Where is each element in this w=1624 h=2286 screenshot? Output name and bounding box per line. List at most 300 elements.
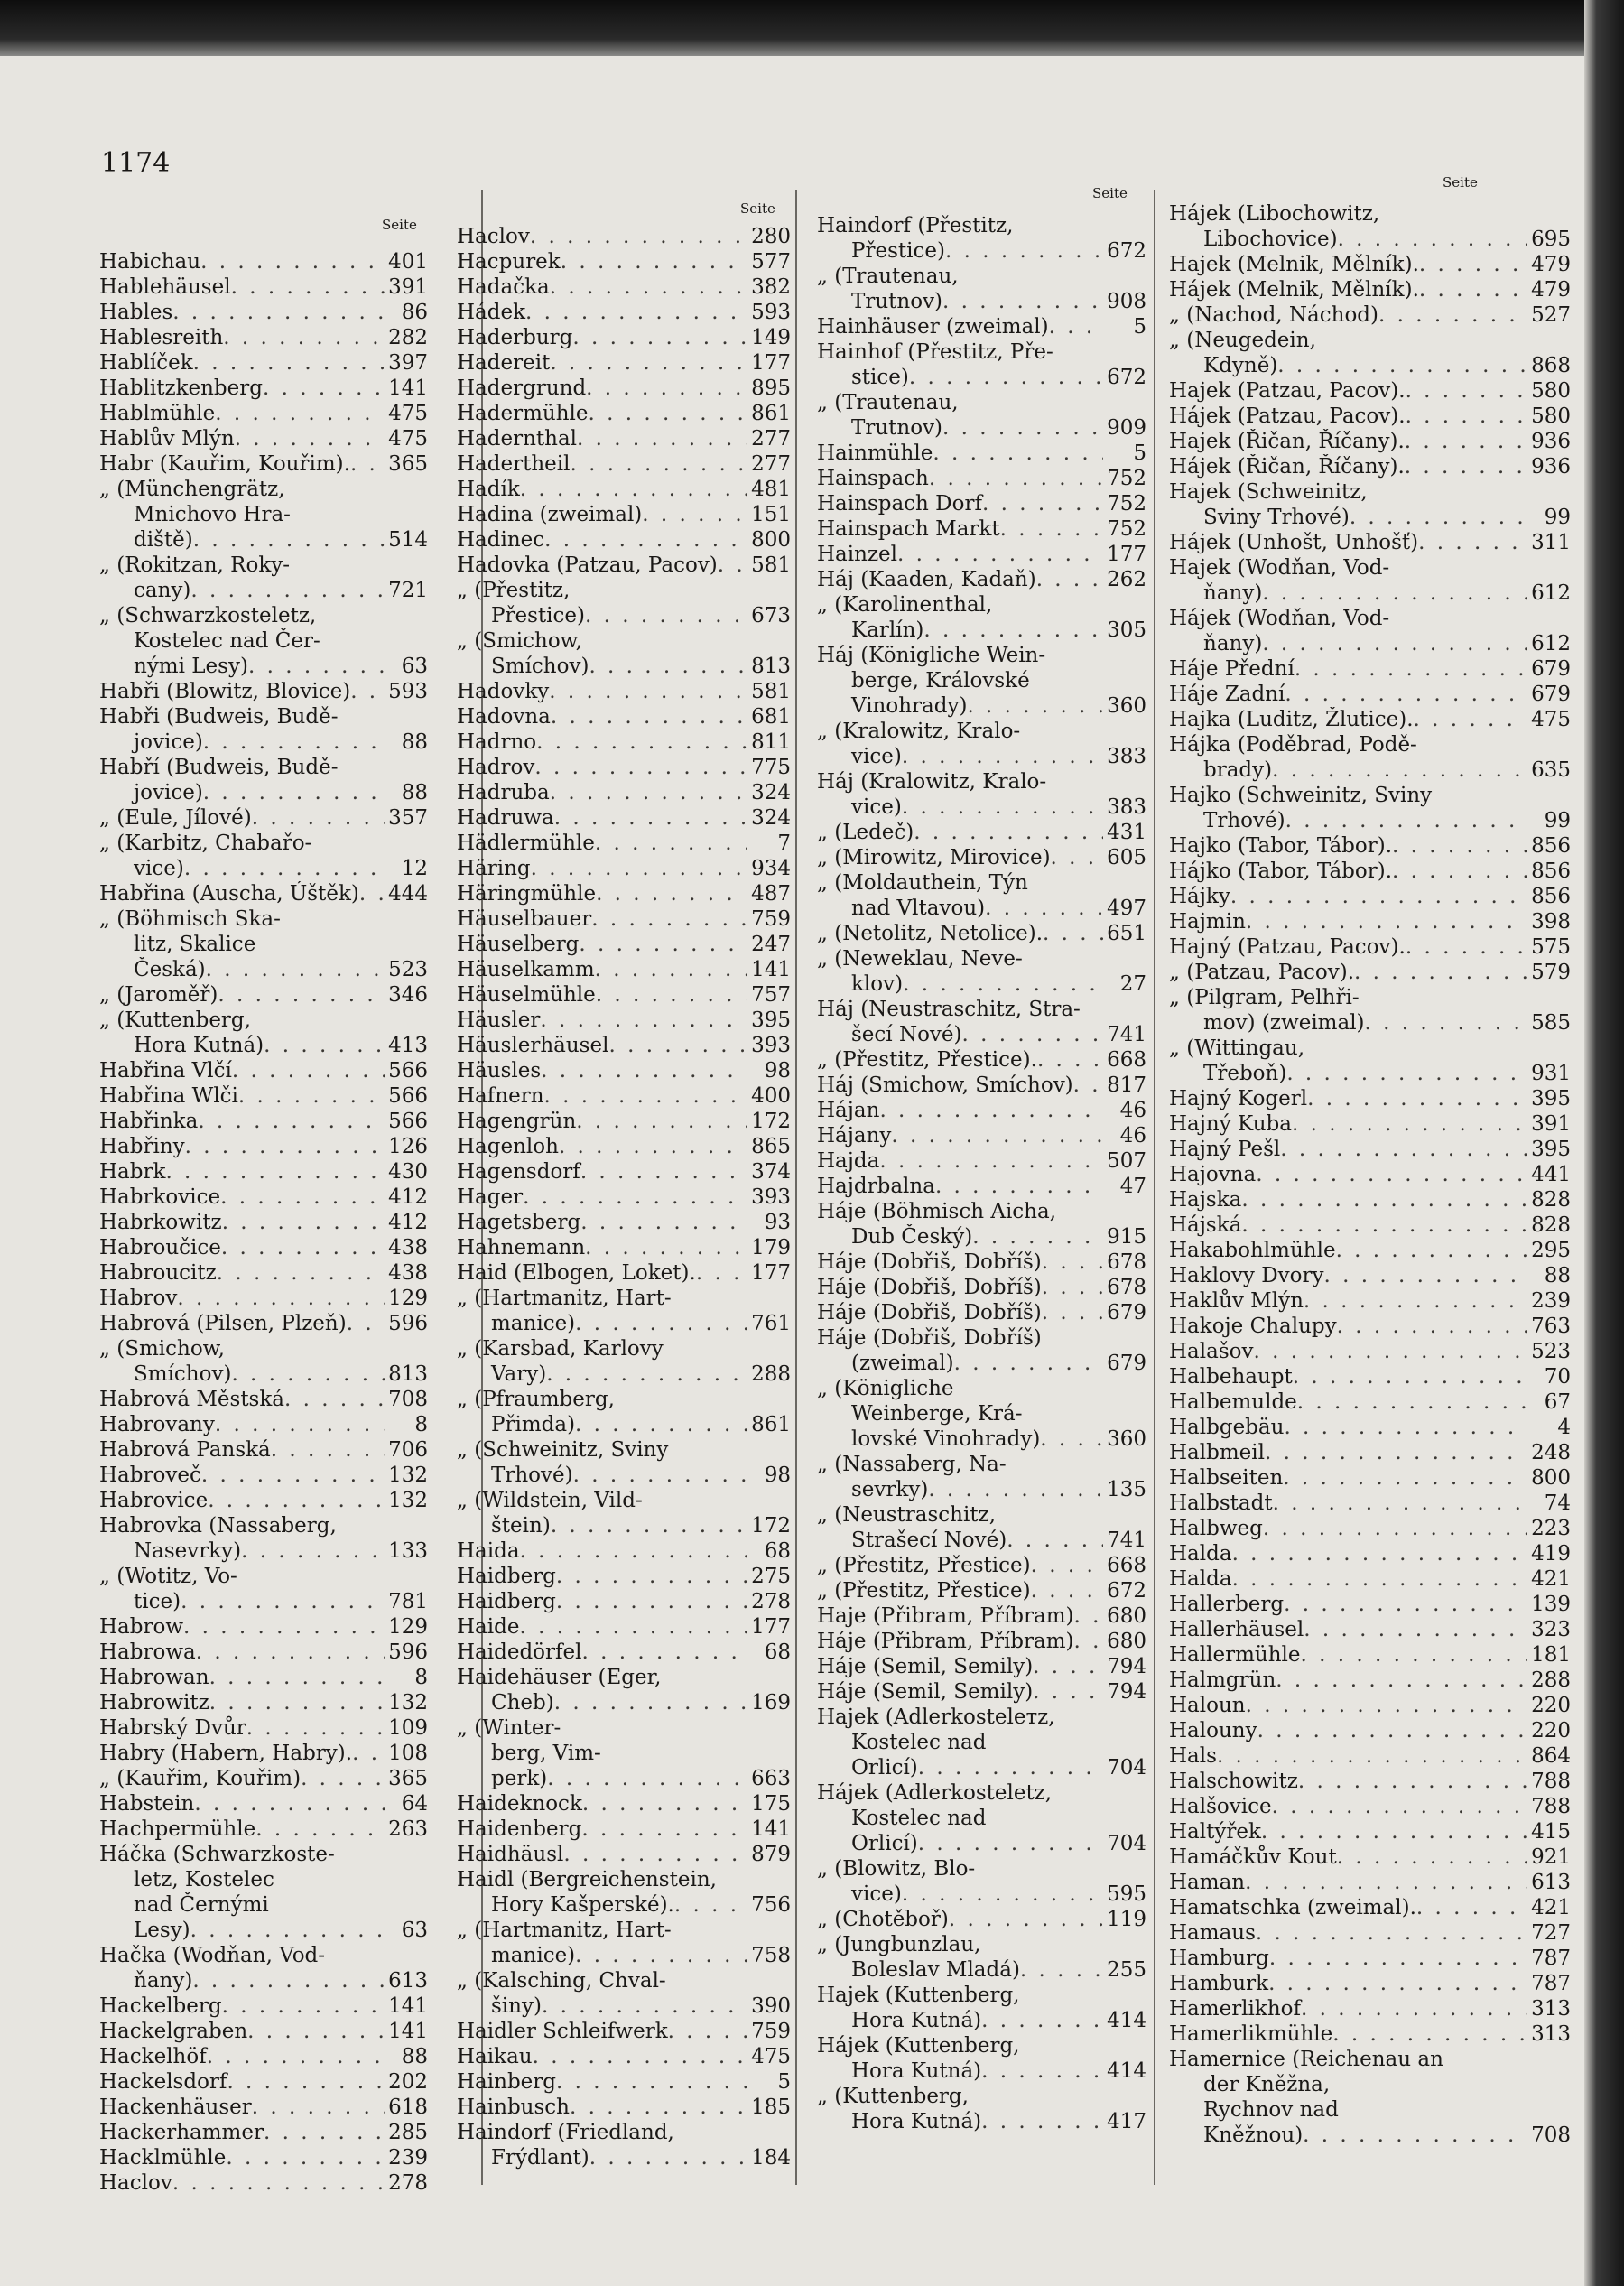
index-entry: [99, 704, 428, 755]
entry-text: klov): [851, 972, 904, 996]
entry-line: [457, 2069, 791, 2095]
leader-dots: [1256, 1162, 1527, 1187]
entry-line: [1169, 2021, 1571, 2047]
entry-text: Weinberge, Krá-: [851, 1402, 1023, 1426]
page-ref: 311: [1531, 531, 1571, 554]
page-ref: 67: [1544, 1390, 1571, 1414]
entry-text: Hahnemann: [457, 1236, 586, 1259]
entry-line: [457, 932, 791, 957]
entry-line: [1169, 1920, 1571, 1946]
page-ref: 184: [751, 2146, 791, 2170]
page-ref: 395: [1531, 1087, 1571, 1110]
entry-line: [1169, 682, 1571, 707]
entry-line: [817, 567, 1146, 592]
leader-dots: [570, 451, 747, 477]
entry-line: [99, 856, 428, 881]
index-entry: [817, 592, 1146, 643]
entry-text: Hadačka: [457, 275, 550, 299]
index-entry: [817, 1856, 1146, 1907]
page-ref: 46: [1119, 1099, 1146, 1122]
leader-dots: [1301, 1996, 1527, 2021]
entry-text: Häringmühle: [457, 882, 597, 906]
index-entry: [817, 1250, 1146, 1275]
index-entry: [457, 477, 791, 502]
page-ref: 708: [388, 1388, 428, 1411]
index-entry: [99, 1260, 428, 1286]
entry-line: [1169, 1566, 1571, 1592]
entry-line: [1169, 606, 1571, 631]
leader-dots: [208, 1488, 385, 1513]
index-entry: [457, 426, 791, 451]
index-entry: [99, 274, 428, 300]
entry-line: [817, 466, 1146, 491]
leader-dots: [928, 1477, 1103, 1502]
entry-text: „ (Kauřim, Kouřim): [99, 1767, 302, 1790]
entry-text: Hachpermühle: [99, 1817, 256, 1841]
index-entry: [817, 213, 1146, 264]
index-entry: [817, 441, 1146, 466]
entry-line: [1169, 1769, 1571, 1794]
index-entry: [1169, 1693, 1571, 1718]
entry-text: Haindorf (Friedland,: [457, 2121, 674, 2144]
index-entry: [99, 1437, 428, 1463]
entry-text: Hamáčkův Kout: [1169, 1845, 1337, 1869]
index-entry: [457, 982, 791, 1008]
page-ref: 741: [1107, 1529, 1146, 1552]
entry-line: [99, 1311, 428, 1336]
index-entry: [99, 1210, 428, 1235]
entry-line: [1169, 1668, 1571, 1693]
index-entry: [1169, 1238, 1571, 1263]
entry-line: [457, 224, 791, 249]
leader-dots: [902, 744, 1103, 769]
entry-line: [99, 704, 428, 729]
entry-line: [457, 1361, 791, 1387]
page-ref: 305: [1107, 618, 1146, 642]
entry-text: Hablův Mlýn: [99, 427, 235, 451]
index-entry: [457, 1083, 791, 1109]
leader-dots: [981, 2008, 1103, 2033]
index-entry: [1169, 1137, 1571, 1162]
page-ref: 788: [1531, 1770, 1571, 1793]
entry-text: Hadovna: [457, 705, 551, 729]
page-ref: 585: [1531, 1011, 1571, 1035]
index-entry: [1169, 606, 1571, 656]
entry-text: „ (Netolitz, Netolice).: [817, 922, 1044, 945]
page-ref: 141: [388, 1994, 428, 2018]
entry-text: Halda: [1169, 1542, 1232, 1566]
entry-line: [99, 426, 428, 451]
entry-text: Mnichovo Hra-: [134, 503, 291, 526]
index-entry: [1169, 1794, 1571, 1819]
leader-dots: [1245, 1870, 1527, 1895]
entry-text: nad Vltavou): [851, 897, 986, 920]
index-entry: [817, 1300, 1146, 1325]
page-number: 1174: [101, 147, 171, 179]
page-ref: 175: [751, 1792, 791, 1816]
page-ref: 794: [1107, 1655, 1146, 1678]
entry-text: Přestice): [491, 604, 585, 627]
entry-text: Habrová (Pilsen, Plzeň): [99, 1312, 347, 1335]
entry-line: [457, 1614, 791, 1640]
leader-dots: [1378, 302, 1527, 328]
entry-text: Halda: [1169, 1567, 1232, 1591]
entry-line: [99, 1564, 428, 1589]
page-ref: 909: [1107, 416, 1146, 440]
page-ref: 179: [751, 1236, 791, 1259]
leader-dots: [193, 527, 385, 553]
entry-text: Hádek: [457, 301, 526, 324]
leader-dots: [608, 1033, 747, 1058]
index-entry: [1169, 656, 1571, 682]
index-entry: [817, 643, 1146, 719]
entry-line: [817, 2033, 1146, 2058]
index-entry: [1169, 404, 1571, 429]
index-entry: [1169, 884, 1571, 909]
leader-dots: [935, 1174, 1103, 1199]
index-entry: [1169, 1718, 1571, 1743]
entry-line: [1169, 1238, 1571, 1263]
page-ref: 756: [751, 1893, 791, 1917]
leader-dots: [595, 957, 747, 982]
entry-line: [1169, 1314, 1571, 1339]
page-ref: 708: [1531, 2123, 1571, 2147]
entry-line: [99, 2044, 428, 2069]
index-entry: [457, 1640, 791, 1665]
entry-text: Haklovy Dvory: [1169, 1264, 1324, 1287]
entry-text: Hájek (Melnik, Mělník).: [1169, 278, 1419, 302]
entry-line: [457, 831, 791, 856]
index-entry: [457, 1538, 791, 1564]
index-entry: [99, 906, 428, 982]
index-entry: [1169, 1339, 1571, 1364]
leader-dots: [1280, 1137, 1527, 1162]
entry-text: Hajek (Schweinitz,: [1169, 480, 1368, 504]
page-ref: 921: [1531, 1845, 1571, 1869]
leader-dots: [696, 1260, 747, 1286]
entry-line: [457, 350, 791, 376]
entry-line: [99, 249, 428, 274]
leader-dots: [1007, 1528, 1103, 1553]
index-entry: [457, 1842, 791, 1867]
entry-text: cany): [134, 579, 191, 602]
index-entry: [817, 1376, 1146, 1452]
entry-text: „ (Königliche: [817, 1377, 954, 1400]
index-entry: [99, 1842, 428, 1943]
index-entry: [817, 516, 1146, 542]
entry-line: [99, 1715, 428, 1741]
entry-line: [99, 1286, 428, 1311]
page-ref: 438: [388, 1261, 428, 1285]
entry-line: [99, 1159, 428, 1185]
entry-text: Haidler Schleifwerk: [457, 2020, 668, 2043]
page-ref: 497: [1107, 897, 1146, 920]
page-ref: 431: [1107, 821, 1146, 844]
page-ref: 577: [751, 250, 791, 274]
entry-text: „ (Nachod, Náchod): [1169, 303, 1378, 327]
entry-line: [817, 1376, 1146, 1401]
entry-line: [1169, 631, 1571, 656]
entry-text: Hadina (zweimal): [457, 503, 643, 526]
index-entry: [817, 1932, 1146, 1983]
leader-dots: [591, 906, 747, 932]
leader-dots: [579, 932, 747, 957]
leader-dots: [1049, 314, 1103, 339]
entry-line: [457, 1665, 791, 1690]
leader-dots: [190, 578, 385, 603]
entry-text: „ (Schwarzkosteletz,: [99, 604, 317, 627]
leader-dots: [284, 1387, 385, 1412]
index-entry: [817, 466, 1146, 491]
page-ref: 365: [388, 452, 428, 476]
index-entry: [1169, 1465, 1571, 1491]
entry-line: [99, 654, 428, 679]
entry-line: [817, 618, 1146, 643]
index-entry: [1169, 960, 1571, 985]
leader-dots: [222, 1993, 385, 2019]
entry-text: Lesy): [134, 1919, 190, 1942]
leader-dots: [903, 971, 1103, 997]
entry-text: Kostelec nad Čer-: [134, 629, 320, 653]
page-ref: 581: [751, 553, 791, 577]
entry-line: [99, 982, 428, 1008]
entry-text: Hájská: [1169, 1213, 1242, 1237]
entry-text: Habichau: [99, 250, 201, 274]
entry-text: Haderburg: [457, 326, 573, 349]
entry-line: [99, 502, 428, 527]
entry-line: [1169, 429, 1571, 454]
leader-dots: [231, 274, 385, 300]
entry-line: [817, 1199, 1146, 1224]
leader-dots: [177, 1286, 385, 1311]
page-ref: 391: [388, 275, 428, 299]
entry-line: [1169, 2047, 1571, 2072]
page-ref: 438: [388, 1236, 428, 1259]
entry-line: [817, 1174, 1146, 1199]
page-ref: 758: [751, 1944, 791, 1967]
entry-line: [817, 314, 1146, 339]
index-entry: [817, 719, 1146, 769]
index-entry: [817, 1199, 1146, 1250]
page-ref: 46: [1119, 1124, 1146, 1148]
page-ref: 581: [751, 680, 791, 703]
index-entry: [1169, 732, 1571, 783]
entry-text: „ (Wittingau,: [1169, 1036, 1305, 1060]
page-ref: 787: [1531, 1972, 1571, 1995]
index-entry: [817, 264, 1146, 314]
entry-text: Hablíček: [99, 351, 193, 375]
page-ref: 109: [388, 1716, 428, 1740]
entry-line: [99, 2019, 428, 2044]
entry-text: „ (Hartmanitz, Hart-: [457, 1919, 672, 1942]
entry-text: lovské Vinohrady): [851, 1427, 1041, 1451]
leader-dots: [550, 274, 747, 300]
leader-dots: [264, 2120, 385, 2145]
entry-text: Habry (Habern, Habry).: [99, 1742, 353, 1765]
index-entry: [99, 1235, 428, 1260]
page-ref: 419: [1531, 1542, 1571, 1566]
leader-dots: [982, 491, 1103, 516]
entry-text: Sviny Trhové): [1203, 506, 1350, 529]
index-entry: [1169, 1364, 1571, 1389]
entry-text: vice): [851, 1882, 902, 1906]
index-entry: [457, 1109, 791, 1134]
index-entry: [1169, 1566, 1571, 1592]
entry-line: [457, 451, 791, 477]
index-entry: [99, 2170, 428, 2196]
entry-line: [99, 1943, 428, 1968]
entry-text: Haman: [1169, 1871, 1246, 1894]
index-entry: [99, 1488, 428, 1513]
leader-dots: [1037, 1047, 1103, 1073]
leader-dots: [1261, 1819, 1527, 1845]
entry-line: [1169, 2072, 1571, 2097]
entry-line: [99, 1766, 428, 1791]
entry-text: Hacklmühle: [99, 2146, 227, 2170]
leader-dots: [549, 679, 747, 704]
index-entry: [1169, 201, 1571, 252]
index-entry: [1169, 1870, 1571, 1895]
column-divider: [795, 190, 797, 2185]
leader-dots: [879, 1098, 1103, 1123]
index-entry: [817, 870, 1146, 921]
leader-dots: [585, 1235, 747, 1260]
page-ref: 800: [1531, 1466, 1571, 1490]
index-entry: [1169, 302, 1571, 328]
leader-dots: [1232, 1541, 1527, 1566]
entry-line: [457, 982, 791, 1008]
index-entry: [99, 1058, 428, 1083]
entry-line: [1169, 859, 1571, 884]
page-ref: 129: [388, 1615, 428, 1639]
index-entry: [1169, 1743, 1571, 1769]
entry-text: Hafnern: [457, 1084, 544, 1108]
leader-dots: [1031, 1553, 1103, 1578]
leader-dots: [1074, 1629, 1103, 1654]
entry-text: Háje Přední: [1169, 657, 1295, 681]
entry-text: Hamburg: [1169, 1947, 1269, 1970]
page-ref: 8: [414, 1666, 428, 1689]
entry-line: [1169, 1061, 1571, 1086]
leader-dots: [596, 982, 747, 1008]
entry-line: [457, 1463, 791, 1488]
leader-dots: [914, 820, 1103, 845]
entry-line: [817, 1831, 1146, 1856]
leader-dots: [1293, 1364, 1527, 1389]
leader-dots: [247, 2019, 385, 2044]
leader-dots: [1285, 808, 1527, 833]
index-entry: [457, 805, 791, 831]
entry-line: [1169, 479, 1571, 505]
column-divider: [1154, 190, 1155, 2185]
entry-text: „ (Wildstein, Vild-: [457, 1489, 643, 1512]
index-entry: [817, 1174, 1146, 1199]
entry-text: Halmgrün: [1169, 1668, 1276, 1692]
leader-dots: [918, 1755, 1103, 1780]
entry-text: Hájek (Kuttenberg,: [817, 2034, 1020, 2058]
page-ref: 679: [1107, 1301, 1146, 1324]
page-ref: 149: [751, 326, 791, 349]
entry-line: [817, 1983, 1146, 2008]
entry-line: [457, 780, 791, 805]
leader-dots: [1284, 1415, 1527, 1440]
page-ref: 507: [1107, 1149, 1146, 1173]
page-ref: 248: [1531, 1441, 1571, 1464]
leader-dots: [1272, 757, 1527, 783]
page-ref: 668: [1107, 1554, 1146, 1577]
leader-dots: [190, 1918, 385, 1943]
page-ref: 727: [1531, 1921, 1571, 1945]
index-entry: [817, 946, 1146, 997]
entry-text: Frýdlant): [491, 2146, 589, 2170]
entry-line: [457, 1564, 791, 1589]
entry-line: [1169, 404, 1571, 429]
leader-dots: [209, 1690, 385, 1715]
entry-line: [457, 1943, 791, 1968]
leader-dots: [902, 795, 1103, 820]
entry-text: „ (Neugedein,: [1169, 329, 1316, 352]
index-entry: [457, 2095, 791, 2120]
page-ref: 828: [1531, 1188, 1571, 1212]
leader-dots: [347, 1311, 385, 1336]
page-ref: 132: [388, 1464, 428, 1487]
index-entry: [817, 1983, 1146, 2033]
entry-text: Háj (Kralowitz, Kralo-: [817, 770, 1047, 794]
entry-text: Hajovna: [1169, 1163, 1257, 1186]
entry-line: [1169, 1592, 1571, 1617]
entry-line: [457, 1412, 791, 1437]
leader-dots: [215, 1412, 385, 1437]
leader-dots: [1031, 1578, 1103, 1603]
entry-text: Česká): [134, 958, 206, 981]
page-ref: 99: [1544, 809, 1571, 832]
leader-dots: [576, 1109, 747, 1134]
index-entry: [99, 1286, 428, 1311]
index-entry: [1169, 707, 1571, 732]
page-ref: 475: [1531, 708, 1571, 731]
leader-dots: [209, 1665, 385, 1690]
index-entry: [457, 856, 791, 881]
entry-text: manice): [491, 1312, 576, 1335]
index-entry: [457, 1867, 791, 1918]
index-entry: [1169, 1086, 1571, 1111]
page-ref: 391: [1531, 1112, 1571, 1136]
index-entry: [1169, 1036, 1571, 1086]
entry-text: Hajka (Luditz, Žlutice).: [1169, 708, 1414, 731]
entry-line: [1169, 1946, 1571, 1971]
entry-text: Hajek (Řičan, Říčany).: [1169, 430, 1405, 453]
leader-dots: [519, 1614, 747, 1640]
entry-text: Hájek (Unhošt, Unhošť): [1169, 531, 1419, 554]
leader-dots: [520, 1538, 747, 1564]
entry-line: [99, 1437, 428, 1463]
entry-text: „ (Smichow,: [457, 629, 582, 653]
entry-line: [1169, 1617, 1571, 1642]
page-ref: 681: [751, 705, 791, 729]
index-entry: [457, 1159, 791, 1185]
entry-line: [99, 881, 428, 906]
leader-dots: [573, 1463, 747, 1488]
entry-text: Nasevrky): [134, 1539, 242, 1563]
page-ref: 441: [1531, 1163, 1571, 1186]
page-ref: 856: [1531, 885, 1571, 908]
entry-line: [99, 1463, 428, 1488]
index-entry: [457, 1968, 791, 2019]
leader-dots: [561, 249, 747, 274]
page-ref: 706: [388, 1438, 428, 1462]
leader-dots: [1350, 505, 1527, 530]
entry-line: [1169, 2123, 1571, 2148]
